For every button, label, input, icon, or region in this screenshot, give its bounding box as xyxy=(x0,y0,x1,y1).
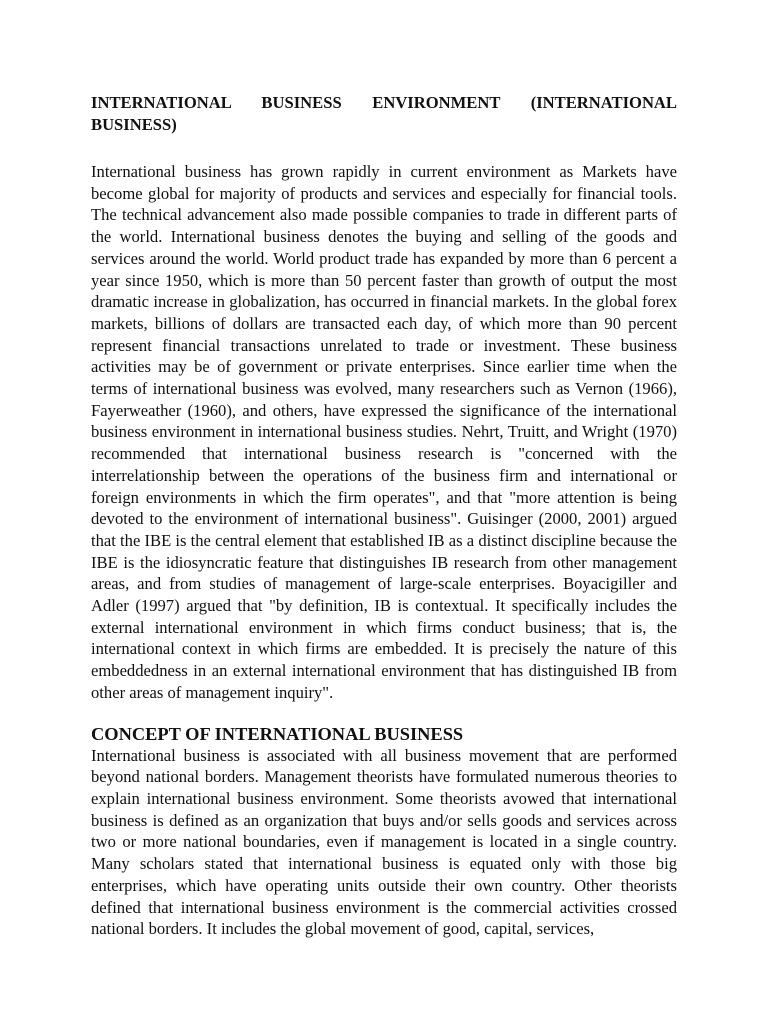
section-heading: CONCEPT OF INTERNATIONAL BUSINESS xyxy=(91,723,464,744)
document-page xyxy=(91,92,677,940)
intro-paragraph: International business has grown rapidly in current environment as Markets have become global for majority of products and services and especially for financial tools. The technical advancement also made possible companies to trade in different parts of the world. International business denotes the buying and selling of the goods and services around the world. World product trade has expanded by more than 6 percent a year since 1950, which is more than 50 percent faster than growth of output the most dramatic increase in globalization, has occurred in financial markets. In the global forex markets, billions of dollars are transacted each day, of which more than 90 percent represent financial transactions unrelated to trade or investment. These business activities may be of government or private enterprises. Since earlier time when the terms of international business was evolved, many researchers such as Vernon (1966), Fayerweather (1960), and others, have expressed the significance of the international business environment in international business studies. Nehrt, Truitt, and Wright (1970) recommended that international business research is "concerned with the interrelationship between the operations of the business firm and international or foreign environments in which the firm operates", and that "more attention is being devoted to the environment of international business". Guisinger (2000, 2001) argued that the IBE is the central element that established IB as a distinct discipline because the IBE is the idiosyncratic feature that distinguishes IB research from other management areas, and from studies of management of large-scale enterprises. Boyacigiller and Adler (1997) argued that "by definition, IB is contextual. It specifically includes the external international environment in which firms conduct business; that is, the international context in which firms are embedded. It is precisely the nature of this embeddedness in an external international environment that has distinguished IB from other areas of management inquiry". xyxy=(91,162,677,702)
concept-paragraph: International business is associated with all business movement that are performed beyond national borders. Management theorists have formulated numerous theories to explain international business environment. Some theorists avowed that international business is defined as an organization that buys and/or sells goods and services across two or more national boundaries, even if management is located in a single country. Many scholars stated that international business is equated only with those big enterprises, which have operating units outside their own country. Other theorists defined that international business environment is the commercial activities crossed national borders. It includes the global movement of good, capital, services, xyxy=(91,745,677,939)
document-title: INTERNATIONAL BUSINESS ENVIRONMENT (INTERNATIONAL BUSINESS) xyxy=(91,93,677,134)
